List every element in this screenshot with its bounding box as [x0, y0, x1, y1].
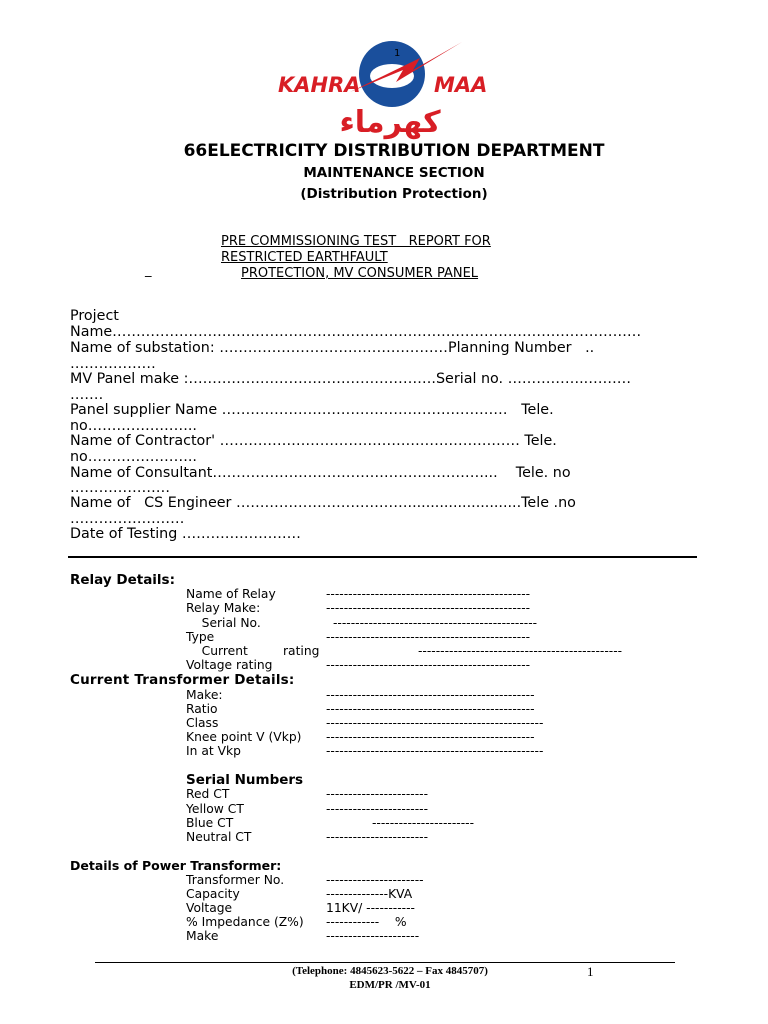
field-contractor-cont: no…………………..	[70, 449, 197, 465]
relay-serial-value: ----------------------------------------------	[333, 616, 538, 630]
logo-right-text: MAA	[434, 73, 488, 97]
section-divider	[68, 556, 697, 558]
footer-rule	[95, 962, 675, 963]
relay-name-value: ----------------------------------------------	[326, 587, 531, 601]
field-cs-engineer-cont: ……………………	[70, 511, 185, 527]
relay-current-rating-label: Current rating	[186, 644, 320, 658]
ct-make-label: Make:	[186, 688, 223, 702]
relay-make-label: Relay Make:	[186, 601, 261, 615]
neutral-ct-label: Neutral CT	[186, 830, 252, 844]
report-title-line2: RESTRICTED EARTHFAULT	[221, 250, 388, 265]
relay-voltage-rating-value: ----------------------------------------------	[326, 658, 531, 672]
field-mv-panel-cont: …….	[70, 387, 104, 403]
relay-type-value: ----------------------------------------------	[326, 630, 531, 644]
report-title-line3: PROTECTION, MV CONSUMER PANEL	[241, 266, 479, 281]
red-ct-value: -----------------------	[326, 787, 429, 801]
logo-arabic-text: كهرماء	[339, 105, 441, 140]
ct-in-at-vkp-value: -------------------------------------------------	[326, 744, 544, 758]
relay-type-label: Type	[186, 630, 215, 644]
capacity-value: --------------KVA	[326, 887, 413, 901]
voltage-label: Voltage	[186, 901, 233, 915]
ct-make-value: -----------------------------------------------	[326, 688, 535, 702]
field-consultant-cont: …………………	[70, 480, 171, 496]
ct-knee-point-value: -----------------------------------------------	[326, 730, 535, 744]
field-substation: Name of substation: …………………………………………Planning Number ..	[70, 340, 595, 356]
red-ct-label: Red CT	[186, 787, 230, 801]
field-panel-supplier-cont: no…………………..	[70, 418, 197, 434]
footer-telephone: (Telephone: 4845623-5622 – Fax 4845707)	[292, 965, 488, 977]
ct-class-label: Class	[186, 716, 219, 730]
relay-details-title: Relay Details:	[70, 572, 175, 588]
relay-serial-label: Serial No.	[186, 616, 261, 630]
power-transformer-title: Details of Power Transformer:	[70, 858, 282, 873]
field-panel-supplier: Panel supplier Name …………………………………………………… Tele.	[70, 402, 554, 418]
relay-name-label: Name of Relay	[186, 587, 276, 601]
footer-document-code: EDM/PR /MV-01	[349, 979, 431, 991]
transformer-no-value: ----------------------	[326, 873, 424, 887]
yellow-ct-label: Yellow CT	[186, 802, 244, 816]
field-mv-panel: MV Panel make :…………………………………………….Serial no. ……………..………	[70, 371, 632, 387]
field-contractor: Name of Contractor' ……………………………………………………… Tele.	[70, 433, 557, 449]
report-title-mark: _	[145, 263, 152, 278]
blue-ct-value: -----------------------	[372, 816, 475, 830]
voltage-value: 11KV/ -----------	[326, 901, 415, 915]
department-title: 66ELECTRICITY DISTRIBUTION DEPARTMENT	[183, 141, 605, 161]
relay-current-rating-value: ----------------------------------------------	[418, 644, 623, 658]
serial-numbers-title: Serial Numbers	[186, 772, 304, 788]
relay-voltage-rating-label: Voltage rating	[186, 658, 273, 672]
make-label: Make	[186, 929, 219, 943]
ct-in-at-vkp-label: In at Vkp	[186, 744, 241, 758]
page-mark: 1	[394, 48, 401, 59]
field-project: Project	[70, 308, 119, 324]
ct-ratio-value: -----------------------------------------------	[326, 702, 535, 716]
kahramaa-logo	[270, 30, 510, 140]
ct-knee-point-label: Knee point V (Vkp)	[186, 730, 302, 744]
ct-details-title: Current Transformer Details:	[70, 672, 295, 688]
neutral-ct-value: -----------------------	[326, 830, 429, 844]
field-date-of-testing: Date of Testing …………………….	[70, 526, 301, 542]
capacity-label: Capacity	[186, 887, 240, 901]
impedance-value: ------------ %	[326, 915, 407, 929]
field-consultant: Name of Consultant…………………………………………………... Tele. no	[70, 465, 571, 481]
yellow-ct-value: -----------------------	[326, 802, 429, 816]
blue-ct-label: Blue CT	[186, 816, 234, 830]
subsection-title: (Distribution Protection)	[300, 186, 488, 202]
make-value: ---------------------	[326, 929, 420, 943]
report-title-line1: PRE COMMISSIONING TEST REPORT FOR	[221, 234, 491, 249]
impedance-label: % Impedance (Z%)	[186, 915, 304, 929]
transformer-no-label: Transformer No.	[186, 873, 285, 887]
logo-left-text: KAHRA	[278, 73, 361, 97]
section-title: MAINTENANCE SECTION	[303, 165, 485, 181]
ct-class-value: -------------------------------------------------	[326, 716, 544, 730]
field-substation-cont: ………………	[70, 356, 156, 372]
field-cs-engineer: Name of CS Engineer ……………………………….........................Tele .no	[70, 495, 576, 511]
field-project-name: Name…………………………………………………………………………………………………	[70, 324, 642, 340]
footer-page-number: 1	[587, 964, 594, 979]
ct-ratio-label: Ratio	[186, 702, 218, 716]
relay-make-value: ----------------------------------------------	[326, 601, 531, 615]
